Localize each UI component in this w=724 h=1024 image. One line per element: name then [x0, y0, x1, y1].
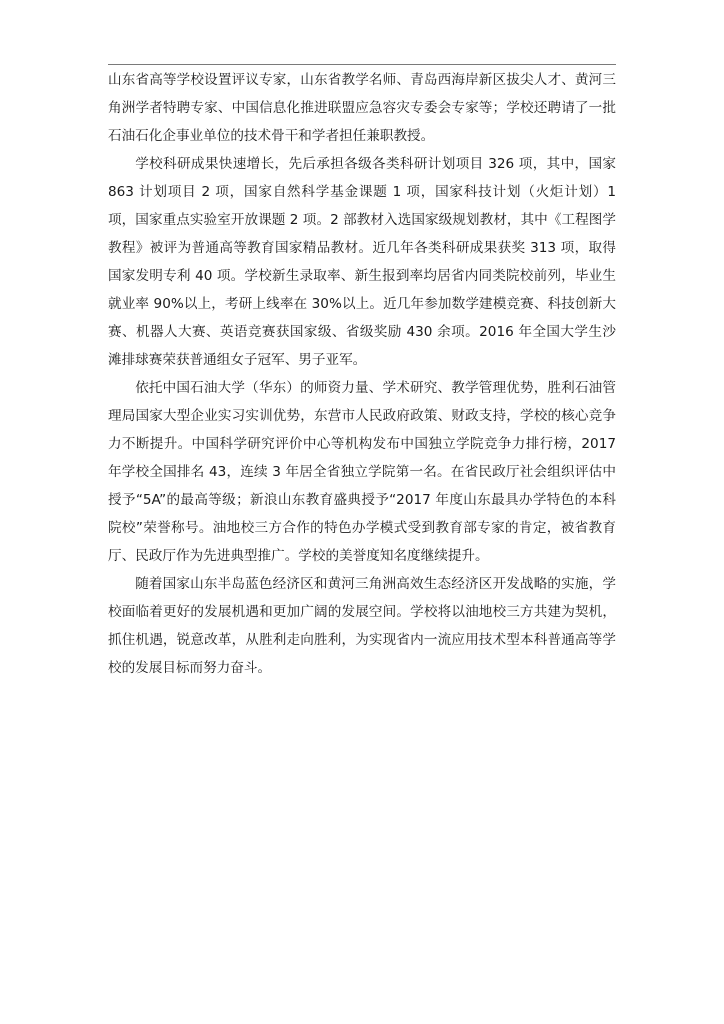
paragraph-research-achievements: 学校科研成果快速增长，先后承担各级各类科研计划项目 326 项，其中，国家 863 计划项目 2 项，国家自然科学基金课题 1 项，国家科技计划（火炬计划）1 项，国家重点实验室开放课题 2 项。2 部教材入选国家级规划教材，其中《工程图学教程》被评为普通高等教育国家精品教材。近几年各类科研成果获奖 313 项，取得国家发明专利 40 项。学校新生录取率、新生报到率均居省内同类院校前列，毕业生就业率 90%以上，考研上线率在 30%以上。近几年参加数学建模竞赛、科技创新大赛、机器人大赛、英语竞赛获国家级、省级奖励 430 余项。2016 年全国大学生沙滩排球赛荣获普通组女子冠军、男子亚军。 — [108, 156, 616, 368]
document-body — [108, 66, 616, 682]
header-rule — [108, 64, 616, 65]
paragraph-development-outlook: 随着国家山东半岛蓝色经济区和黄河三角洲高效生态经济区开发战略的实施，学校面临着更好的发展机遇和更加广阔的发展空间。学校将以油地校三方共建为契机，抓住机遇，锐意改革，从胜利走向胜利，为实现省内一流应用技术型本科普通高等学校的发展目标而努力奋斗。 — [108, 576, 616, 676]
paragraph-faculty-experts: 山东省高等学校设置评议专家，山东省教学名师、青岛西海岸新区拔尖人才、黄河三角洲学者特聘专家、中国信息化推进联盟应急容灾专委会专家等；学校还聘请了一批石油石化企事业单位的技术骨干和学者担任兼职教授。 — [108, 72, 616, 144]
paragraph-competitiveness: 依托中国石油大学（华东）的师资力量、学术研究、教学管理优势，胜利石油管理局国家大型企业实习实训优势，东营市人民政府政策、财政支持，学校的核心竞争力不断提升。中国科学研究评价中心等机构发布中国独立学院竞争力排行榜，2017 年学校全国排名 43，连续 3 年居全省独立学院第一名。在省民政厅社会组织评估中授予“5A”的最高等级；新浪山东教育盛典授予“2017 年度山东最具办学特色的本科院校”荣誉称号。油地校三方合作的特色办学模式受到教育部专家的肯定，被省教育厅、民政厅作为先进典型推广。学校的美誉度知名度继续提升。 — [108, 380, 616, 564]
